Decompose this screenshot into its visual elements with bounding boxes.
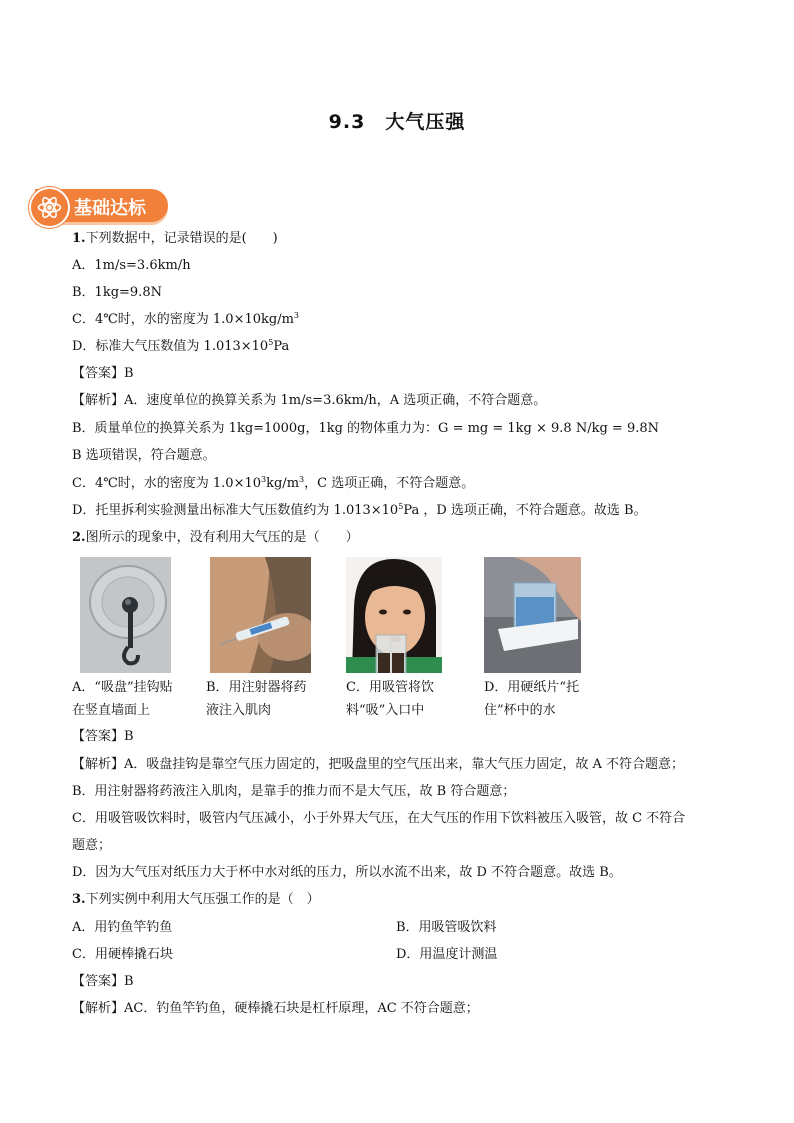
q3-option-c: C．用硬棒撬石块 <box>72 947 173 962</box>
section-badge <box>29 189 169 227</box>
q1-stem: 1.下列数据中，记录错误的是( ) <box>72 231 278 246</box>
suction-cup-hook-photo <box>80 557 171 673</box>
q3-option-d: D．用温度计测温 <box>396 947 498 962</box>
q3-option-b: B．用吸管吸饮料 <box>396 920 497 935</box>
syringe-injection-photo <box>210 557 311 673</box>
cup-paper-card-photo <box>484 557 581 673</box>
q3-analysis-line: 【解析】AC．钓鱼竿钓鱼，硬棒撬石块是杠杆原理，AC 不符合题意； <box>72 1001 479 1016</box>
q2-analysis-line: B．用注射器将药液注入肌肉，是靠手的推力而不是大气压，故 B 符合题意； <box>72 784 516 799</box>
page-title: 9.3 大气压强 <box>328 111 466 133</box>
q2-answer: 【答案】B <box>72 729 134 744</box>
q2-analysis-line: 【解析】A．吸盘挂钩是靠空气压力固定的，把吸盘里的空气压出来，靠大气压力固定，故 A 不符合题意； <box>72 757 685 772</box>
q1-analysis-line: B．质量单位的换算关系为 1kg=1000g，1kg 的物体重力为：G = mg = 1kg × 9.8 N/kg = 9.8N <box>72 421 659 436</box>
q1-answer: 【答案】B <box>72 366 134 381</box>
girl-drinking-straw-photo <box>346 557 442 673</box>
caption-d: D．用硬纸片“托 住”杯中的水 <box>484 680 580 718</box>
q3-stem: 3.下列实例中利用大气压强工作的是（ ） <box>72 892 320 907</box>
q1-analysis-line: D．托里拆利实验测量出标准大气压数值约为 $1.013\times 10^5Pa$ ，D 选项正确，不符合题意。故选 B。 <box>72 502 647 518</box>
caption-a: A．“吸盘”挂钩贴 在竖直墙面上 <box>72 680 173 718</box>
q3-option-a: A．用钓鱼竿钓鱼 <box>72 920 173 935</box>
q1-analysis-line: 【解析】A．速度单位的换算关系为 1m/s=3.6km/h，A 选项正确，不符合题意。 <box>72 393 547 408</box>
q1-analysis-line: C．4℃时，水的密度为 $1.0\times 10^3kg/m^3$，C 选项正确，不符合题意。 <box>72 475 475 491</box>
q1-option-c: C．4℃时，水的密度为 $1.0\times 10kg/m^3$ <box>72 311 300 327</box>
q1-analysis-line: B 选项错误，符合题意。 <box>72 448 216 463</box>
q3-answer: 【答案】B <box>72 974 134 989</box>
q2-stem: 2.图所示的现象中，没有利用大气压的是（ ） <box>72 530 359 545</box>
atom-icon <box>29 187 70 228</box>
q1-option-d: D．标准大气压数值为 $1.013\times 10^5Pa$ <box>72 338 290 354</box>
caption-b: B．用注射器将药 液注入肌肉 <box>206 680 307 718</box>
q1-option-b: B．1kg=9.8N <box>72 285 162 300</box>
q2-analysis-line: C．用吸管吸饮料时，吸管内气压减小，小于外界大气压，在大气压的作用下饮料被压入吸管，故 C 不符合 <box>72 811 686 826</box>
badge-label: 基础达标 <box>74 198 146 219</box>
q2-analysis-line: D．因为大气压对纸压力大于杯中水对纸的压力，所以水流不出来，故 D 不符合题意。故选 B。 <box>72 865 622 880</box>
q1-option-a: A．1m/s=3.6km/h <box>72 258 191 273</box>
caption-c: C．用吸管将饮 料“吸”入口中 <box>346 680 434 718</box>
q2-analysis-line: 题意； <box>72 838 112 853</box>
